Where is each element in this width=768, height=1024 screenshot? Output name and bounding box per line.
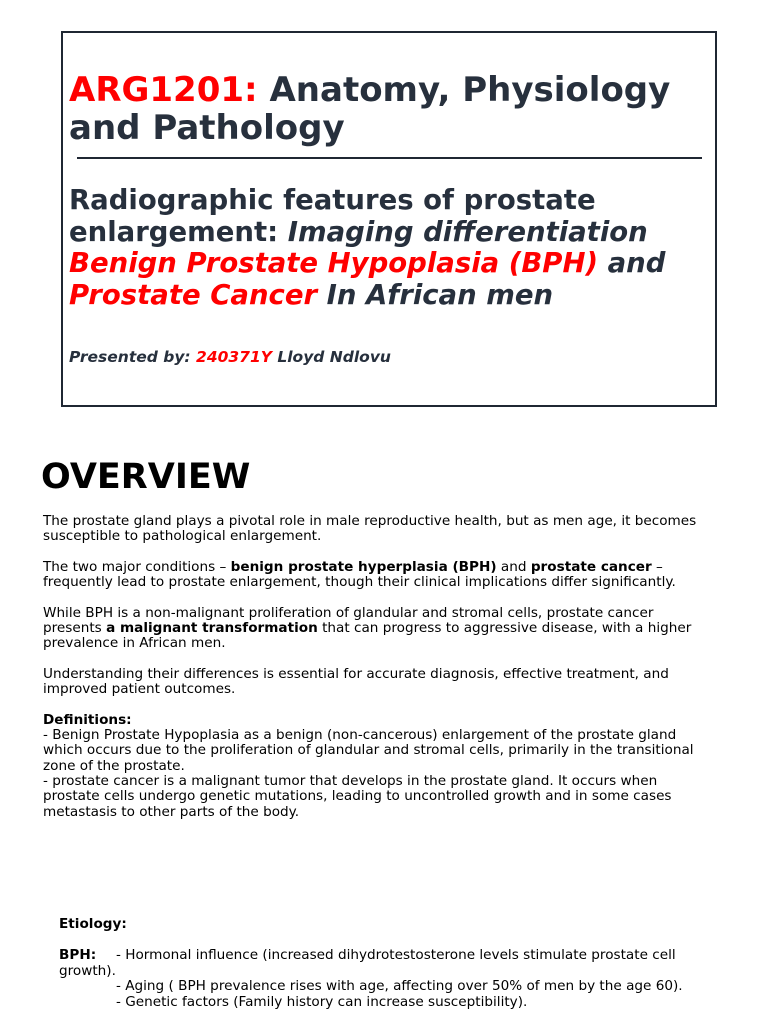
- topic-bph: Benign Prostate Hypoplasia (BPH): [69, 247, 599, 279]
- course-title: [69, 71, 709, 147]
- etiology-factor: [59, 995, 719, 1011]
- overview-body: [43, 514, 703, 820]
- factor-text: - Hormonal influence (increased dihydrotestosterone levels stimulate prostate cell growth).: [59, 947, 676, 979]
- bph-term: benign prostate hyperplasia (BPH): [230, 558, 497, 575]
- topic-line-1: Radiographic features of prostate enlargement:: [69, 184, 596, 248]
- title-divider: [77, 157, 702, 159]
- text-run: and: [496, 558, 531, 575]
- topic-tail: In African men: [317, 278, 554, 311]
- topic-italic: Imaging differentiation: [287, 215, 648, 248]
- title-card: [61, 31, 717, 407]
- overview-heading: OVERVIEW: [41, 457, 251, 497]
- overview-paragraph: [43, 606, 703, 652]
- text-run: that can progress to aggressive disease, with a higher prevalence in African men.: [43, 620, 692, 652]
- student-name: Lloyd Ndlovu: [271, 348, 391, 366]
- overview-paragraph: The prostate gland plays a pivotal role in male reproductive health, but as men age, it becomes susceptible to pathological enlargement.: [43, 513, 697, 545]
- overview-paragraph: [43, 560, 703, 591]
- malignant-term: a malignant transformation: [106, 620, 318, 637]
- etiology-heading: Etiology:: [59, 916, 127, 932]
- presenter-line: [69, 348, 391, 366]
- definitions: [43, 713, 703, 820]
- course-code: ARG1201:: [69, 70, 258, 110]
- etiology-section: [59, 917, 719, 1010]
- topic-and: and: [598, 247, 666, 279]
- factor-text: - Aging ( BPH prevalence rises with age, affecting over 50% of men by the age 60).: [116, 978, 683, 994]
- presented-by-label: Presented by:: [69, 348, 197, 366]
- factor-text: - Genetic factors (Family history can increase susceptibility).: [116, 993, 528, 1010]
- text-run: – frequently lead to prostate enlargement, though their clinical implications differ significantly.: [43, 558, 676, 591]
- definition-item: - prostate cancer is a malignant tumor that develops in the prostate gland. It occurs when prostate cells undergo genetic mutations, leading to uncontrolled growth and in some cases metastasis to other parts of the body.: [43, 773, 672, 820]
- student-id: 240371Y: [196, 348, 272, 366]
- definition-item: - Benign Prostate Hypoplasia as a benign (non-cancerous) enlargement of the prostate gland which occurs due to the proliferation of glandular and stromal cells, primarily in the transitional zone of the prostate.: [43, 727, 694, 774]
- bph-label: BPH:: [59, 947, 97, 963]
- text-run: The two major conditions –: [43, 558, 231, 575]
- cancer-term: prostate cancer: [530, 558, 652, 575]
- topic-title: [69, 185, 709, 311]
- course-name: Anatomy, Physiology and Pathology: [69, 70, 671, 148]
- topic-cancer: Prostate Cancer: [69, 278, 318, 311]
- text-run: While BPH is a non-malignant proliferation of glandular and stromal cells, prostate cancer presents: [43, 604, 654, 637]
- definitions-heading: Definitions:: [43, 711, 132, 728]
- etiology-factor: [59, 948, 719, 979]
- etiology-factor: [59, 979, 719, 995]
- overview-paragraph: Understanding their differences is essential for accurate diagnosis, effective treatment, and improved patient outcomes.: [43, 665, 669, 698]
